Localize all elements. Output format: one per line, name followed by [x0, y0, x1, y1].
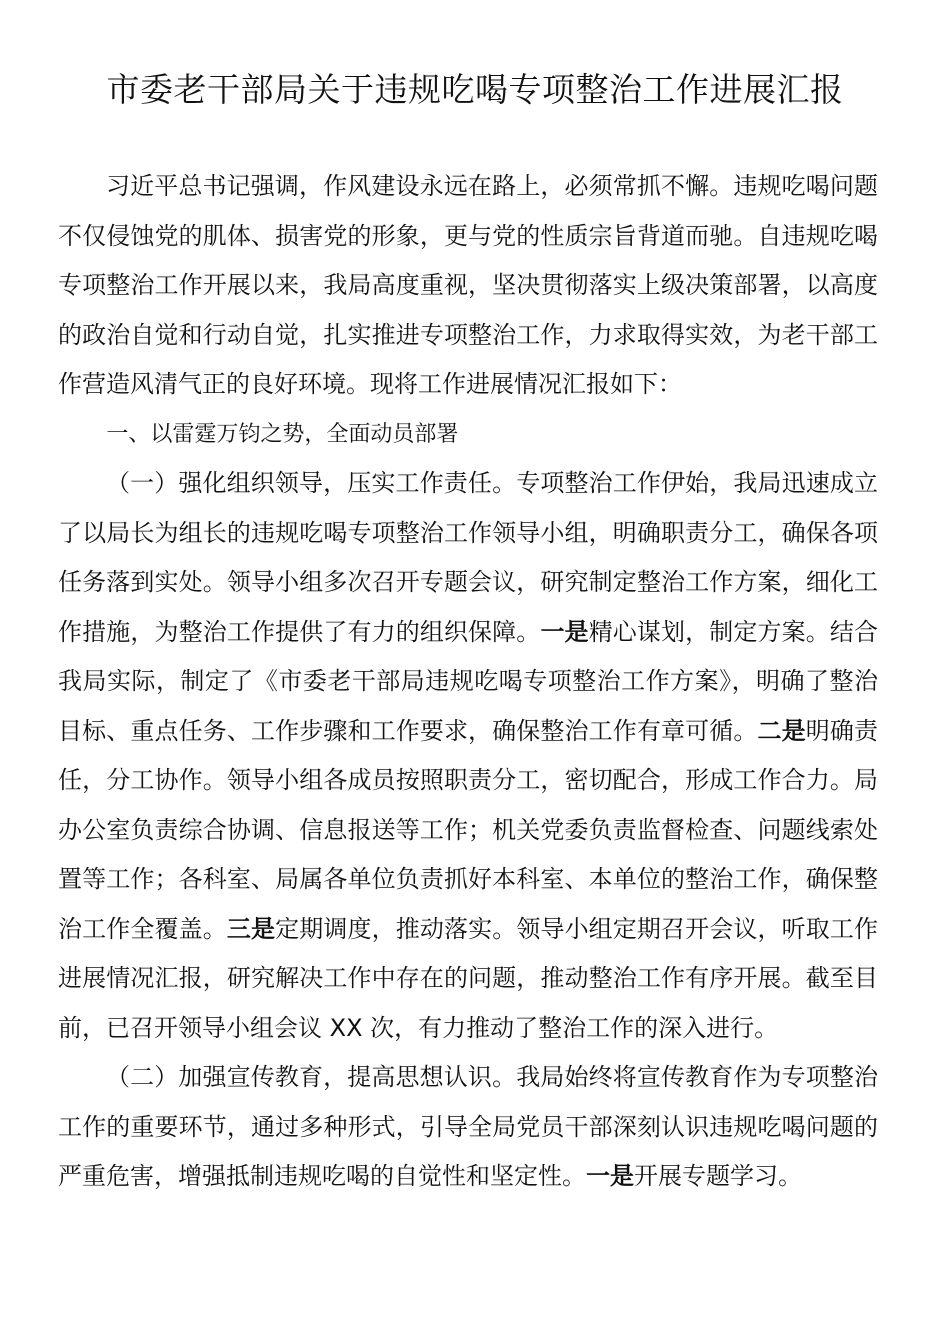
paragraph-lead-text: （一）强化组织领导，压实工作责任。专项整治工作伊始，我局迅速成立了以局长为组长的违规吃喝专项整治工作领导小组，明确职责分工，确保各项任务落到实处。领导小组多次召开专题会议，研究制定整治工作方案，细化工作措施，为整治工作提供了有力的组织保障。	[58, 469, 878, 646]
paragraph-text: 开展专题学习。	[634, 1162, 802, 1190]
paragraph-organization-leadership	[58, 459, 878, 1053]
document-body	[58, 162, 878, 1202]
emphasis-third: 三是	[226, 914, 276, 943]
intro-paragraph: 习近平总书记强调，作风建设永远在路上，必须常抓不懈。违规吃喝问题不仅侵蚀党的肌体、损害党的形象，更与党的性质宗旨背道而驰。自违规吃喝专项整治工作开展以来，我局高度重视，坚决贯彻落实上级决策部署，以高度的政治自觉和行动自觉，扎实推进专项整治工作，力求取得实效，为老干部工作营造风清气正的良好环境。现将工作进展情况汇报如下：	[58, 172, 878, 398]
emphasis-first: 一是	[540, 617, 589, 646]
paragraph-text: 定期调度，推动落实。领导小组定期召开会议，听取工作进展情况汇报，研究解决工作中存在的问题，推动整治工作有序开展。截至目前，已召开领导小组会议 XX 次，有力推动了整治工作的深入进行。	[58, 914, 879, 1042]
document-title: 市委老干部局关于违规吃喝专项整治工作进展汇报	[106, 70, 844, 109]
paragraph-lead-text: （二）加强宣传教育，提高思想认识。我局始终将宣传教育作为专项整治工作的重要环节，通过多种形式，引导全局党员干部深刻认识违规吃喝问题的严重危害，增强抵制违规吃喝的自觉性和坚定性。	[58, 1063, 878, 1190]
emphasis-first: 一是	[586, 1162, 634, 1190]
paragraph-publicity-education	[58, 1053, 878, 1202]
paragraph-text: 精心谋划，制定方案。结合我局实际，制定了《市委老干部局违规吃喝专项整治工作方案》，明确了整治目标、重点任务、工作步骤和工作要求，确保整治工作有章可循。	[58, 617, 879, 745]
section-heading-1: 一、以雷霆万钧之势，全面动员部署	[106, 421, 459, 447]
emphasis-second: 二是	[757, 716, 806, 745]
paragraph-text: 明确责任，分工协作。领导小组各成员按照职责分工，密切配合，形成工作合力。局办公室负责综合协调、信息报送等工作；机关党委负责监督检查、问题线索处置等工作；各科室、局属各单位负责抓好本科室、本单位的整治工作，确保整治工作全覆盖。	[58, 716, 879, 943]
